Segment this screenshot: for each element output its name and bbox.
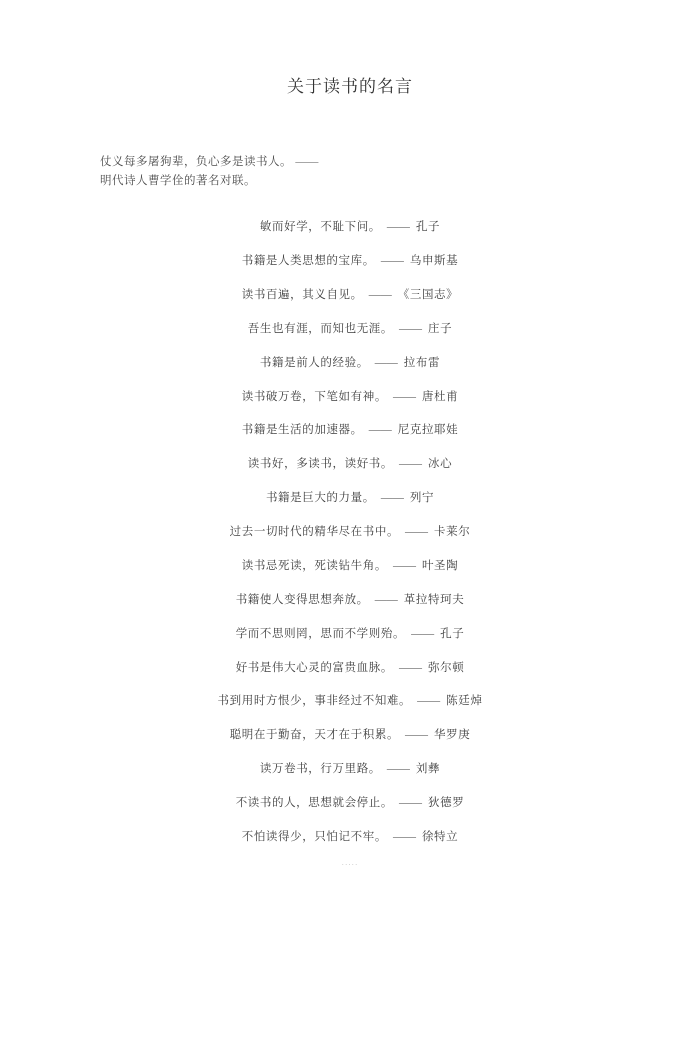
quote-separator: —— bbox=[368, 424, 392, 437]
list-item bbox=[0, 245, 700, 279]
intro-line-2: 明代诗人曹学佺的著名对联。 bbox=[100, 174, 256, 187]
quote-text: 读书好，多读书，读好书。 bbox=[247, 458, 393, 471]
list-item bbox=[0, 617, 700, 651]
quote-list bbox=[0, 211, 700, 855]
intro-line-1: 仗义每多屠狗辈，负心多是读书人。 bbox=[100, 156, 292, 168]
quote-text: 不读书的人，思想就会停止。 bbox=[235, 797, 393, 809]
quote-author: 唐杜甫 bbox=[421, 390, 459, 403]
quote-separator: —— bbox=[411, 627, 435, 640]
intro-dash: —— bbox=[295, 156, 319, 168]
quote-separator: —— bbox=[392, 559, 416, 572]
list-item bbox=[0, 685, 700, 719]
quote-author: 列宁 bbox=[409, 492, 435, 505]
quote-separator: —— bbox=[399, 322, 422, 335]
list-item bbox=[0, 279, 700, 313]
quote-author: 庄子 bbox=[428, 322, 453, 335]
quote-text: 过去一切时代的精华尽在书中。 bbox=[229, 526, 400, 538]
list-item bbox=[0, 719, 700, 753]
quote-separator: —— bbox=[380, 255, 404, 267]
quote-author: 陈廷焯 bbox=[446, 695, 483, 708]
quote-separator: —— bbox=[392, 390, 416, 403]
quote-text: 书籍是生活的加速器。 bbox=[241, 424, 363, 437]
quote-separator: —— bbox=[399, 458, 422, 471]
page-title: 关于读书的名言 bbox=[287, 77, 413, 96]
quote-text: 读万卷书，行万里路。 bbox=[259, 763, 381, 776]
quote-separator: —— bbox=[405, 526, 429, 538]
quote-text: 书到用时方恨少，事非经过不知难。 bbox=[217, 695, 412, 708]
quote-text: 好书是伟大心灵的富贵血脉。 bbox=[235, 661, 393, 674]
intro-paragraph bbox=[100, 153, 700, 191]
list-item bbox=[0, 651, 700, 685]
quote-author: 卡莱尔 bbox=[434, 526, 471, 538]
quote-author: 尼克拉耶娃 bbox=[397, 424, 459, 437]
quote-author: 狄德罗 bbox=[428, 797, 465, 809]
quote-separator: —— bbox=[380, 492, 404, 505]
list-item bbox=[0, 380, 700, 414]
quote-text: 书籍是前人的经验。 bbox=[259, 356, 369, 369]
list-item bbox=[0, 550, 700, 584]
quote-separator: —— bbox=[392, 830, 416, 843]
quote-author: 乌申斯基 bbox=[409, 255, 459, 267]
quote-author: 《三国志》 bbox=[397, 288, 459, 301]
quote-separator: —— bbox=[374, 593, 398, 606]
list-item bbox=[0, 346, 700, 380]
quote-text: 读书忌死读，死读钻牛角。 bbox=[241, 559, 387, 572]
quote-author: 孔子 bbox=[440, 627, 465, 640]
quote-text: 不怕读得少，只怕记不牢。 bbox=[241, 830, 387, 843]
quote-separator: —— bbox=[399, 661, 422, 674]
list-item bbox=[0, 448, 700, 482]
list-item bbox=[0, 313, 700, 347]
quote-text: 吾生也有涯，而知也无涯。 bbox=[247, 322, 393, 335]
quote-separator: —— bbox=[405, 729, 429, 742]
document-page bbox=[0, 72, 700, 1063]
quote-text: 书籍使人变得思想奔放。 bbox=[235, 593, 369, 606]
list-item bbox=[0, 753, 700, 787]
quote-author: 革拉特珂夫 bbox=[403, 593, 465, 606]
quote-author: 冰心 bbox=[428, 458, 453, 471]
quote-text: 书籍是巨大的力量。 bbox=[265, 492, 375, 505]
list-item bbox=[0, 414, 700, 448]
quote-separator: —— bbox=[386, 221, 410, 234]
footer-mark: ····· bbox=[341, 860, 359, 869]
quote-text: 书籍是人类思想的宝库。 bbox=[241, 255, 375, 267]
quote-separator: —— bbox=[399, 797, 422, 809]
quote-text: 读书百遍，其义自见。 bbox=[241, 288, 363, 301]
list-item bbox=[0, 211, 700, 245]
quote-separator: —— bbox=[417, 695, 441, 708]
quote-author: 华罗庚 bbox=[434, 729, 471, 742]
quote-separator: —— bbox=[374, 356, 398, 369]
quote-separator: —— bbox=[368, 288, 392, 301]
quote-text: 学而不思则罔，思而不学则殆。 bbox=[235, 627, 406, 640]
quote-author: 孔子 bbox=[415, 221, 441, 234]
list-item bbox=[0, 584, 700, 618]
quote-text: 读书破万卷，下笔如有神。 bbox=[241, 390, 387, 403]
quote-separator: —— bbox=[386, 763, 410, 776]
list-item bbox=[0, 821, 700, 855]
list-item bbox=[0, 787, 700, 821]
quote-author: 徐特立 bbox=[421, 830, 459, 843]
quote-text: 敏而好学，不耻下问。 bbox=[259, 221, 381, 234]
quote-author: 弥尔顿 bbox=[428, 661, 465, 674]
quote-author: 叶圣陶 bbox=[421, 559, 459, 572]
quote-author: 拉布雷 bbox=[403, 356, 441, 369]
list-item bbox=[0, 516, 700, 550]
list-item bbox=[0, 482, 700, 516]
quote-text: 聪明在于勤奋，天才在于积累。 bbox=[229, 729, 400, 742]
quote-author: 刘彝 bbox=[415, 763, 441, 776]
